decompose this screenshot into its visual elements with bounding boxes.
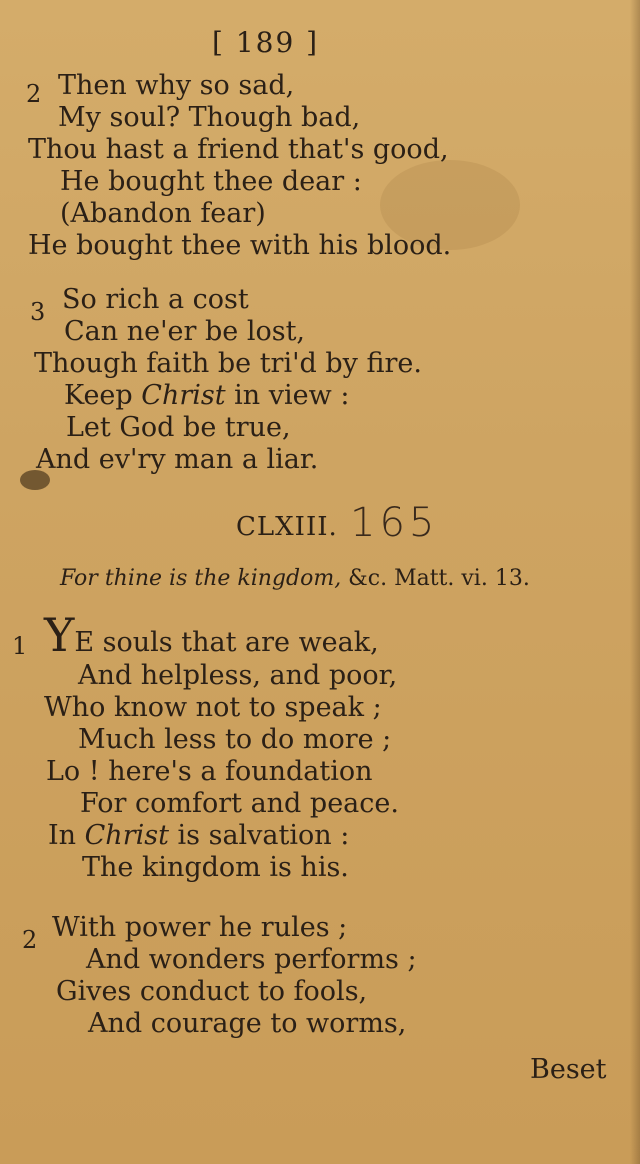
verse-line: Then why so sad, — [58, 70, 295, 101]
verse-line: Much less to do more ; — [78, 724, 392, 755]
verse-line: The kingdom is his. — [82, 852, 349, 883]
stanza-number: 1 — [12, 632, 28, 660]
verse-line: (Abandon fear) — [60, 198, 266, 229]
verse-line: Keep Christ in view : — [64, 380, 350, 411]
verse-line: Let God be true, — [66, 412, 291, 443]
verse-line: Though faith be tri'd by fire. — [34, 348, 422, 379]
catchword: Beset — [530, 1054, 607, 1085]
verse-line: My soul? Though bad, — [58, 102, 361, 133]
verse-line: Lo ! here's a foundation — [46, 756, 373, 787]
verse-line: And wonders performs ; — [86, 944, 417, 975]
verse-line: And courage to worms, — [88, 1008, 407, 1039]
verse-line: And ev'ry man a liar. — [36, 444, 319, 475]
handwritten-number: 165 — [350, 500, 439, 546]
stanza-number: 2 — [22, 926, 38, 954]
verse-line-first: YE souls that are weak, — [44, 608, 379, 662]
verse-line: Can ne'er be lost, — [64, 316, 306, 347]
verse-line: With power he rules ; — [52, 912, 348, 943]
verse-line: He bought thee with his blood. — [28, 230, 452, 261]
page-edge-shadow — [630, 0, 640, 1164]
stanza-number: 3 — [30, 298, 46, 326]
hymn-subtitle: For thine is the kingdom, &c. Matt. vi. 13. — [60, 566, 530, 591]
page-number: [ 189 ] — [212, 26, 320, 59]
verse-line: So rich a cost — [62, 284, 249, 315]
verse-line: Who know not to speak ; — [44, 692, 382, 723]
hymn-number: CLXIII. — [236, 512, 338, 542]
verse-line: Thou hast a friend that's good, — [28, 134, 449, 165]
verse-line: In Christ is salvation : — [48, 820, 350, 851]
verse-line: And helpless, and poor, — [78, 660, 398, 691]
stanza-number: 2 — [26, 80, 42, 108]
verse-line: Gives conduct to fools, — [56, 976, 368, 1007]
verse-line: For comfort and peace. — [80, 788, 399, 819]
verse-line: He bought thee dear : — [60, 166, 362, 197]
